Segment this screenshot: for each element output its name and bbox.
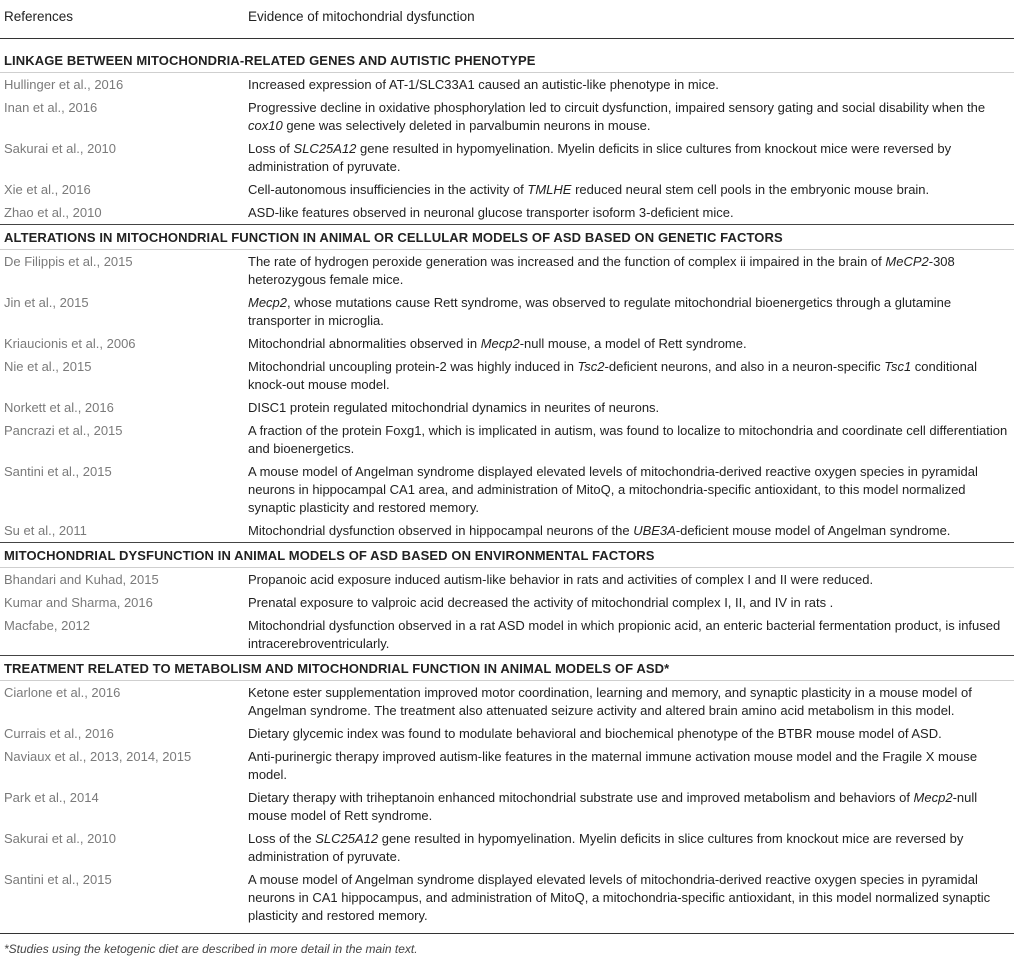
evidence-text: Mitochondrial uncoupling protein-2 was highly induced in (248, 359, 578, 374)
reference-cell: Xie et al., 2016 (4, 182, 91, 197)
reference-cell: Ciarlone et al., 2016 (4, 685, 121, 700)
evidence-text: -deficient neurons, and also in a neuron-specific (604, 359, 885, 374)
evidence-cell (248, 594, 1014, 612)
evidence-cell (248, 522, 1014, 540)
gene-name: cox10 (248, 118, 283, 133)
evidence-cell (248, 358, 1014, 394)
evidence-cell (248, 571, 1014, 589)
reference-cell: Sakurai et al., 2010 (4, 141, 117, 156)
evidence-text: Ketone ester supplementation improved motor coordination, learning and memory, and synaptic plasticity in a mouse model of Angelman syndrome. The treatment also attenuated seizure activity and altered brain amino acid metabolism in this model. (248, 685, 972, 718)
evidence-cell (248, 99, 1014, 135)
table-row (0, 519, 1014, 542)
evidence-text: Loss of the (248, 831, 316, 846)
column-header-evidence: Evidence of mitochondrial dysfunction (248, 9, 475, 24)
evidence-cell (248, 294, 1014, 330)
evidence-text: -deficient mouse model of Angelman syndrome. (675, 523, 951, 538)
evidence-text: Mitochondrial abnormalities observed in (248, 336, 481, 351)
reference-cell: Kriaucionis et al., 2006 (4, 336, 136, 351)
gene-name: Mecp2 (480, 336, 520, 351)
reference-cell: De Filippis et al., 2015 (4, 254, 133, 269)
reference-cell: Santini et al., 2015 (4, 872, 112, 887)
reference-cell: Sakurai et al., 2010 (4, 831, 117, 846)
evidence-text: A mouse model of Angelman syndrome displayed elevated levels of mitochondria-derived reactive oxygen species in pyramidal neurons in CA1 hippocampus, and administration of MitoQ, a mitochondria-specific antioxidant, in this model normalized synaptic plasticity and restored memory. (248, 872, 991, 923)
gene-name: Mecp2 (248, 295, 288, 310)
reference-cell: Naviaux et al., 2013, 2014, 2015 (4, 749, 192, 764)
table-row (0, 745, 1014, 786)
table-row (0, 868, 1014, 927)
evidence-text: -null mouse, a model of Rett syndrome. (519, 336, 747, 351)
evidence-text: Prenatal exposure to valproic acid decreased the activity of mitochondrial complex I, II, and IV in rats . (248, 595, 834, 610)
reference-cell: Santini et al., 2015 (4, 464, 112, 479)
table-row (0, 681, 1014, 722)
evidence-cell (248, 181, 1014, 199)
table-row (0, 201, 1014, 224)
table-row (0, 460, 1014, 519)
table-row (0, 332, 1014, 355)
reference-cell: Jin et al., 2015 (4, 295, 89, 310)
evidence-text: reduced neural stem cell pools in the embryonic mouse brain. (571, 182, 930, 197)
reference-cell: Inan et al., 2016 (4, 100, 98, 115)
gene-name: Tsc1 (884, 359, 912, 374)
evidence-cell (248, 684, 1014, 720)
evidence-text: DISC1 protein regulated mitochondrial dynamics in neurites of neurons. (248, 400, 660, 415)
evidence-cell (248, 830, 1014, 866)
gene-name: Mecp2 (913, 790, 953, 805)
evidence-text: Mitochondrial dysfunction observed in a rat ASD model in which propionic acid, an enteric bacterial fermentation product, is infused intracerebroventricularly. (248, 618, 1001, 651)
evidence-text: Mitochondrial dysfunction observed in hippocampal neurons of the (248, 523, 634, 538)
table-header (0, 0, 1014, 40)
section-heading: TREATMENT RELATED TO METABOLISM AND MITOCHONDRIAL FUNCTION IN ANIMAL MODELS OF ASD* (0, 655, 1014, 681)
evidence-cell (248, 422, 1014, 458)
evidence-cell (248, 335, 1014, 353)
evidence-cell (248, 140, 1014, 176)
evidence-cell (248, 76, 1014, 94)
reference-cell: Zhao et al., 2010 (4, 205, 102, 220)
reference-cell: Norkett et al., 2016 (4, 400, 114, 415)
evidence-cell (248, 748, 1014, 784)
table-row (0, 722, 1014, 745)
table-row (0, 827, 1014, 868)
evidence-text: , whose mutations cause Rett syndrome, was observed to regulate mitochondrial bioenergetics through a glutamine transporter in microglia. (248, 295, 952, 328)
table-row (0, 419, 1014, 460)
table-row (0, 73, 1014, 96)
evidence-text: Dietary glycemic index was found to modulate behavioral and biochemical phenotype of the BTBR mouse model of ASD. (248, 726, 942, 741)
evidence-text: Dietary therapy with triheptanoin enhanced mitochondrial substrate use and improved metabolism and behaviors of (248, 790, 914, 805)
reference-cell: Hullinger et al., 2016 (4, 77, 124, 92)
evidence-text: gene resulted in hypomyelination. Myelin deficits in slice cultures from knockout mice were reversed by administration of pyruvate. (248, 141, 952, 174)
evidence-cell (248, 725, 1014, 743)
table-row (0, 96, 1014, 137)
evidence-text: conditional knock-out mouse model. (248, 359, 977, 392)
evidence-text: ASD-like features observed in neuronal glucose transporter isoform 3-deficient mice. (248, 205, 734, 220)
evidence-text: -null mouse model of Rett syndrome. (248, 790, 978, 823)
table-row (0, 591, 1014, 614)
footnote: *Studies using the ketogenic diet are described in more detail in the main text. (4, 942, 418, 956)
evidence-text: gene resulted in hypomyelination. Myelin deficits in slice cultures from knockout mice are reversed by administration of pyruvate. (248, 831, 964, 864)
table-row (0, 291, 1014, 332)
evidence-text: Progressive decline in oxidative phosphorylation led to circuit dysfunction, impaired sensory gating and social disability when the (248, 100, 986, 115)
table-row (0, 614, 1014, 655)
section-heading: LINKAGE BETWEEN MITOCHONDRIA-RELATED GENES AND AUTISTIC PHENOTYPE (0, 48, 1014, 73)
evidence-text: A mouse model of Angelman syndrome displayed elevated levels of mitochondria-derived reactive oxygen species in pyramidal neurons in hippocampal CA1 area, and administration of MitoQ, a mitochondria-specific antioxidant, to this model normalized synaptic plasticity and restored memory. (248, 464, 978, 515)
evidence-text: Loss of (248, 141, 294, 156)
section-heading: ALTERATIONS IN MITOCHONDRIAL FUNCTION IN ANIMAL OR CELLULAR MODELS OF ASD BASED ON GENETIC FACTORS (0, 224, 1014, 250)
table-row (0, 786, 1014, 827)
evidence-text: -308 heterozygous female mice. (248, 254, 955, 287)
gene-name: MeCP2 (885, 254, 929, 269)
section-heading: MITOCHONDRIAL DYSFUNCTION IN ANIMAL MODELS OF ASD BASED ON ENVIRONMENTAL FACTORS (0, 542, 1014, 568)
column-header-references: References (4, 9, 74, 24)
evidence-cell (248, 871, 1014, 925)
evidence-text: gene was selectively deleted in parvalbumin neurons in mouse. (282, 118, 651, 133)
evidence-cell (248, 463, 1014, 517)
reference-cell: Kumar and Sharma, 2016 (4, 595, 153, 610)
evidence-text: Increased expression of AT-1/SLC33A1 caused an autistic-like phenotype in mice. (248, 77, 719, 92)
gene-name: SLC25A12 (315, 831, 379, 846)
evidence-cell (248, 617, 1014, 653)
evidence-cell (248, 204, 1014, 222)
evidence-cell (248, 399, 1014, 417)
evidence-cell (248, 253, 1014, 289)
table-row (0, 396, 1014, 419)
table-row (0, 250, 1014, 291)
evidence-text: A fraction of the protein Foxg1, which is implicated in autism, was found to localize to mitochondria and coordinate cell differentiation and bioenergetics. (248, 423, 1008, 456)
reference-cell: Su et al., 2011 (4, 523, 87, 538)
reference-cell: Bhandari and Kuhad, 2015 (4, 572, 159, 587)
header-rule (0, 38, 1014, 39)
evidence-text: Propanoic acid exposure induced autism-like behavior in rats and activities of complex I and II were reduced. (248, 572, 874, 587)
evidence-cell (248, 789, 1014, 825)
table-row (0, 355, 1014, 396)
reference-cell: Nie et al., 2015 (4, 359, 92, 374)
reference-cell: Pancrazi et al., 2015 (4, 423, 123, 438)
reference-cell: Currais et al., 2016 (4, 726, 114, 741)
table-row (0, 178, 1014, 201)
evidence-text: Cell-autonomous insufficiencies in the activity of (248, 182, 528, 197)
gene-name: Tsc2 (577, 359, 605, 374)
gene-name: TMLHE (527, 182, 572, 197)
table-body (0, 48, 1014, 927)
gene-name: SLC25A12 (293, 141, 357, 156)
gene-name: UBE3A (633, 523, 676, 538)
table-row (0, 137, 1014, 178)
evidence-text: Anti-purinergic therapy improved autism-like features in the maternal immune activation mouse model and the Fragile X mouse model. (248, 749, 978, 782)
table-row (0, 568, 1014, 591)
reference-cell: Park et al., 2014 (4, 790, 99, 805)
evidence-text: The rate of hydrogen peroxide generation was increased and the function of complex ii impaired in the brain of (248, 254, 886, 269)
reference-cell: Macfabe, 2012 (4, 618, 91, 633)
